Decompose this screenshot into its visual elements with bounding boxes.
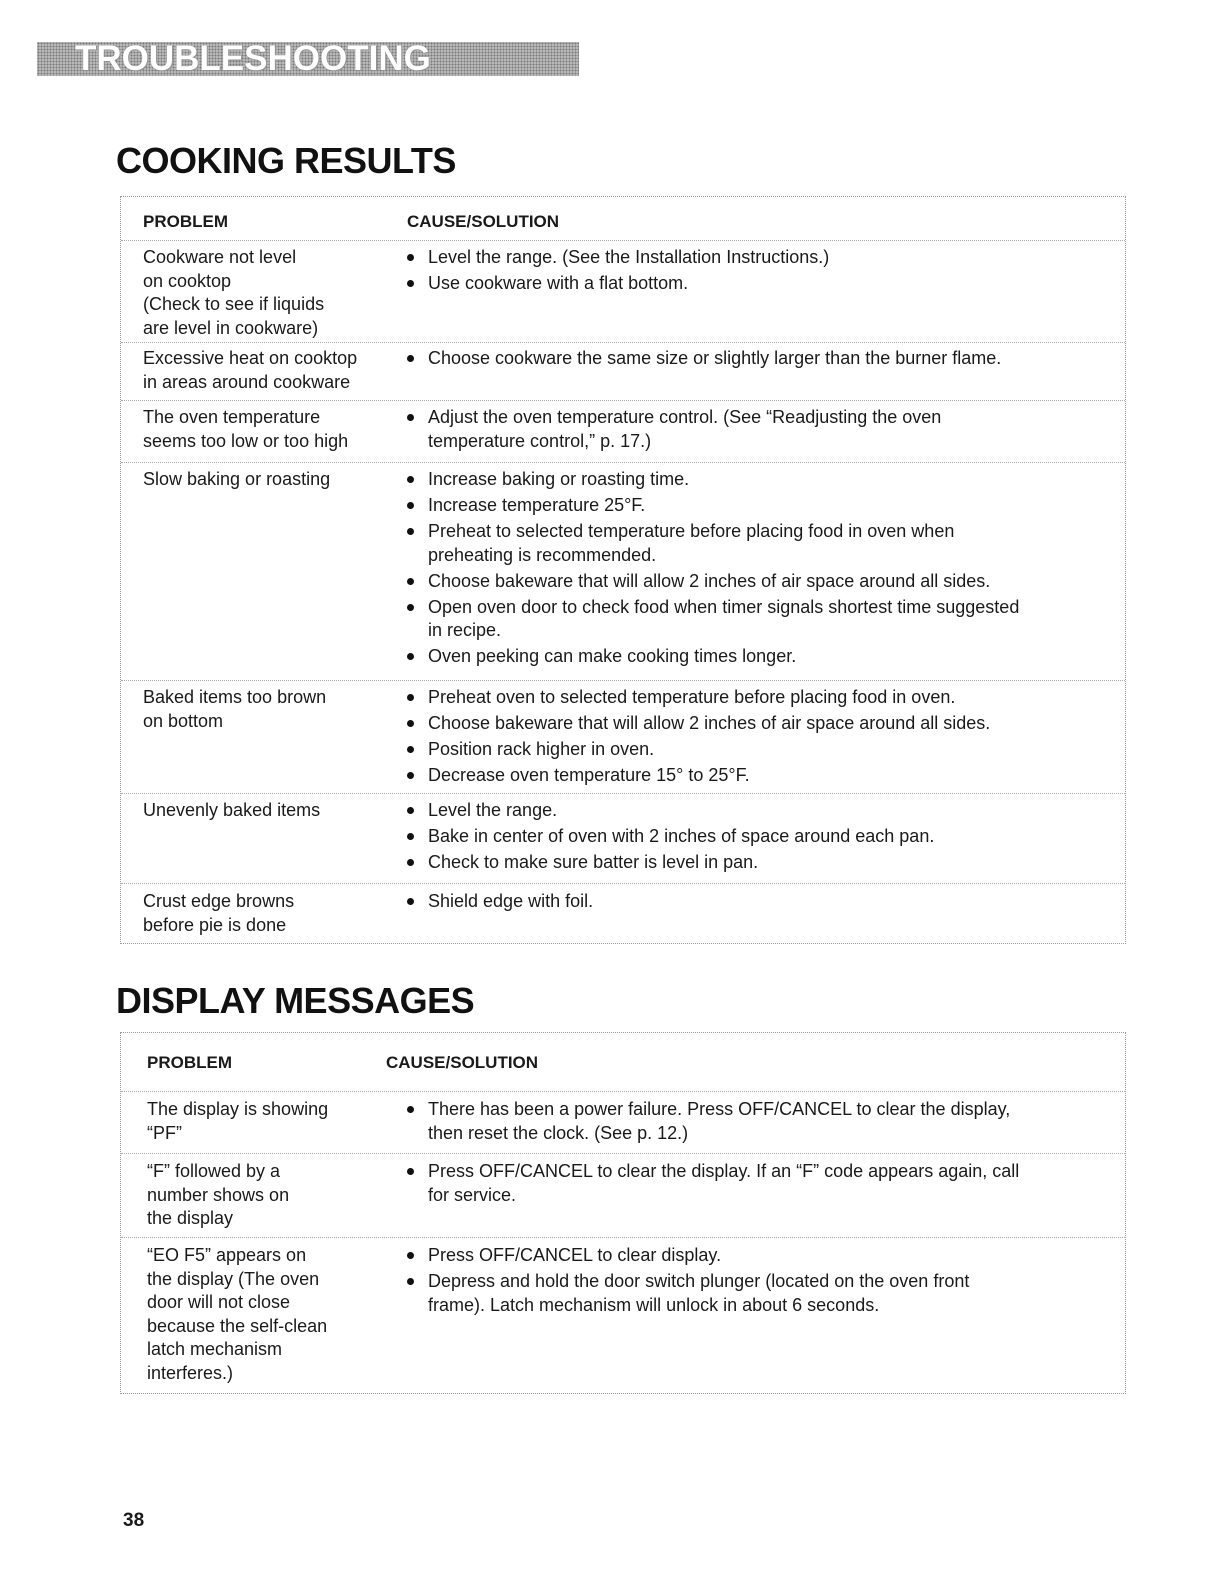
solution-item: Choose bakeware that will allow 2 inches of air space around all sides. [405,712,1105,736]
problem-text: “EO F5” appears on the display (The oven door will not close because the self-clean latch mechanism interferes.) [147,1245,328,1383]
solution-item: Check to make sure batter is level in pan. [405,851,1105,875]
solution-item: Increase temperature 25°F. [405,494,1105,518]
troubleshooting-banner-title: TROUBLESHOOTING [75,39,431,78]
problem-text: Excessive heat on cooktop in areas around cookware [143,348,358,392]
problem-text: Crust edge browns before pie is done [143,891,295,935]
solution-item: Decrease oven temperature 15° to 25°F. [405,764,1105,788]
cause-solution-column-header: CAUSE/SOLUTION [407,212,560,231]
solution-item: Press OFF/CANCEL to clear the display. If an “F” code appears again, call for service. [405,1160,1105,1207]
table-header [121,1033,1125,1092]
solution-item: There has been a power failure. Press OFF/CANCEL to clear the display, then reset the clock. (See p. 12.) [405,1098,1105,1145]
solution-list [405,1160,1105,1210]
solution-item: Position rack higher in oven. [405,738,1105,762]
cooking-results-title: COOKING RESULTS [116,140,456,181]
solution-item: Bake in center of oven with 2 inches of space around each pan. [405,825,1105,849]
solution-list [405,1244,1105,1320]
display-messages-table [120,1032,1126,1394]
solution-item: Level the range. [405,799,1105,823]
problem-text: Baked items too brown on bottom [143,687,327,731]
solution-item: Preheat oven to selected temperature before placing food in oven. [405,686,1105,710]
solution-list [405,686,1105,790]
solution-list [405,799,1105,877]
solution-item: Choose cookware the same size or slightly larger than the burner flame. [405,347,1105,371]
cooking-results-table [120,196,1126,944]
table-row [121,343,1125,401]
solution-item: Level the range. (See the Installation Instructions.) [405,246,1105,270]
table-row [121,681,1125,794]
solution-item: Press OFF/CANCEL to clear display. [405,1244,1105,1268]
solution-list [405,406,1105,456]
solution-item: Depress and hold the door switch plunger (located on the oven front frame). Latch mechanism will unlock in about 6 seconds. [405,1270,1105,1317]
table-row [121,884,1125,944]
problem-text: Slow baking or roasting [143,469,331,489]
table-row [121,794,1125,884]
solution-item: Increase baking or roasting time. [405,468,1105,492]
table-row [121,1154,1125,1238]
solution-list [405,468,1105,671]
display-messages-title: DISPLAY MESSAGES [116,980,475,1021]
solution-list [405,1098,1105,1148]
page-number: 38 [123,1510,145,1531]
table-row [121,1092,1125,1154]
solution-list [405,347,1105,373]
table-row [121,401,1125,463]
problem-text: “F” followed by a number shows on the display [147,1161,290,1228]
solution-list [405,246,1105,298]
problem-text: Unevenly baked items [143,800,321,820]
problem-text: The oven temperature seems too low or too high [143,407,349,451]
solution-item: Shield edge with foil. [405,890,1105,914]
cause-solution-column-header: CAUSE/SOLUTION [386,1053,539,1072]
solution-item: Preheat to selected temperature before placing food in oven when preheating is recommended. [405,520,1105,567]
problem-text: Cookware not level on cooktop (Check to see if liquids are level in cookware) [143,247,325,338]
problem-column-header: PROBLEM [147,1053,232,1072]
problem-text: The display is showing “PF” [147,1099,329,1143]
solution-item: Use cookware with a flat bottom. [405,272,1105,296]
solution-list [405,890,1105,916]
table-row [121,241,1125,343]
solution-item: Adjust the oven temperature control. (See “Readjusting the oven temperature control,” p. 17.) [405,406,1105,453]
solution-item: Oven peeking can make cooking times longer. [405,645,1105,669]
problem-column-header: PROBLEM [143,212,228,231]
table-row [121,1238,1125,1394]
table-header [121,197,1125,241]
solution-item: Open oven door to check food when timer signals shortest time suggested in recipe. [405,596,1105,643]
table-row [121,463,1125,681]
solution-item: Choose bakeware that will allow 2 inches of air space around all sides. [405,570,1105,594]
